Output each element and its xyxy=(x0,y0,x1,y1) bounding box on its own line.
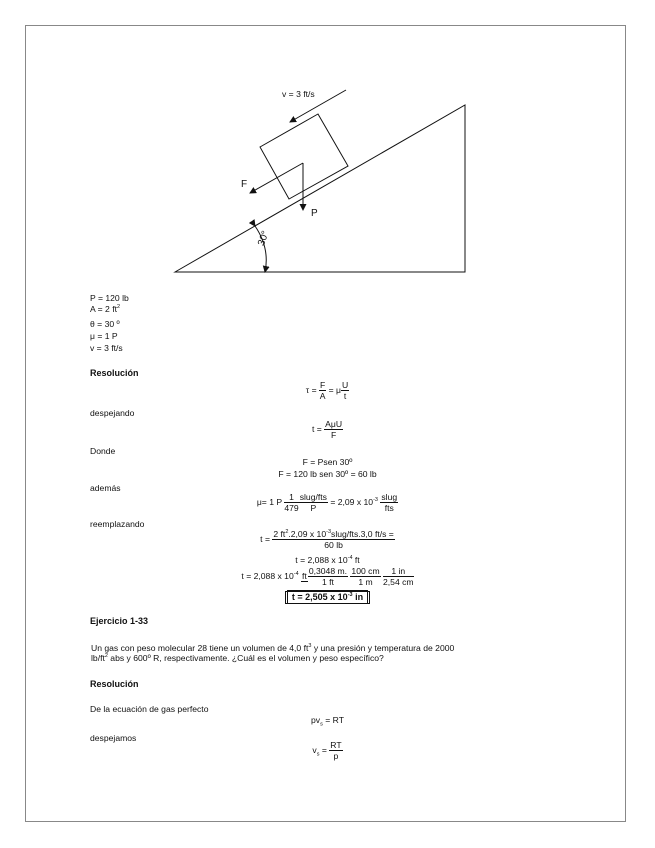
eq8-frac-2 xyxy=(308,566,348,587)
eq5-rhs: = 2,09 x 10 xyxy=(330,496,374,507)
vs-frac xyxy=(329,740,342,761)
eq5-den: 479 xyxy=(284,503,299,513)
final-result-box xyxy=(285,591,370,604)
eq8-lhs: t = 2,088 x 10 xyxy=(241,570,294,581)
eq1-lhs: τ = xyxy=(305,384,317,395)
eq5-lhs: μ= 1 P xyxy=(256,496,282,507)
eq6-num-exp: 2 xyxy=(285,529,289,535)
eq8-f2d: 1 ft xyxy=(321,577,334,587)
eq1-den: A xyxy=(319,391,326,401)
statement-a-exp: 3 xyxy=(308,643,312,649)
eq-thickness xyxy=(0,419,655,440)
eq5-unit-den: P xyxy=(310,503,317,513)
given-a-exp: 2 xyxy=(117,304,121,310)
exercise-title: Ejercicio 1-33 xyxy=(90,616,149,626)
eq-substitution xyxy=(0,529,655,550)
force-label: F xyxy=(241,179,248,190)
force-arrow xyxy=(250,163,303,193)
inclined-plane-diagram xyxy=(0,0,655,300)
eq6-num-a: 2 ft xyxy=(273,529,286,539)
eq-viscosity xyxy=(0,492,655,513)
eq5-num: 1 xyxy=(284,492,298,503)
eq5-frac-num: slug xyxy=(381,492,398,502)
weight-label: P xyxy=(311,208,318,219)
final-result xyxy=(0,591,655,604)
despejando-label: despejando xyxy=(90,408,135,418)
section2-intro: De la ecuación de gas perfecto xyxy=(90,704,209,714)
result-exp: -3 xyxy=(347,592,353,598)
eq2-num: AμU xyxy=(325,419,343,429)
eq7-unit: ft xyxy=(354,555,360,565)
vs-num: RT xyxy=(330,740,342,750)
result-unit: in xyxy=(355,592,364,602)
statement-a: Un gas con peso molecular 28 tiene un volumen de 4,0 ft xyxy=(91,643,309,653)
eq8-f4n: 1 in xyxy=(383,566,414,577)
eq6-frac xyxy=(272,529,394,550)
despejamos-label: despejamos xyxy=(90,733,137,743)
donde-label: Donde xyxy=(90,446,116,456)
eq1-num: F xyxy=(319,380,326,390)
eq1-num2: U xyxy=(341,380,349,390)
angle-label: 30° xyxy=(256,229,272,248)
velocity-label: v = 3 ft/s xyxy=(282,89,315,99)
eq6-den: 60 lb xyxy=(324,540,343,550)
eq8-f1n: ft xyxy=(302,571,307,581)
ademas-label: además xyxy=(90,483,121,493)
eq8-f2n: 0,3048 m. xyxy=(308,566,348,576)
eq2-lhs: t = xyxy=(311,423,322,434)
eq2-frac xyxy=(324,419,343,440)
eq-shear-stress xyxy=(0,380,655,401)
given-theta: θ = 30 º xyxy=(90,319,120,329)
eq1-den2: t xyxy=(343,391,347,401)
eq8-exp: -4 xyxy=(293,570,299,577)
eq8-frac-3 xyxy=(350,566,380,587)
gas-eq-sub: s xyxy=(320,721,323,728)
final-result-inner xyxy=(287,590,368,604)
eq5-unit-num: slug/fts xyxy=(299,492,327,502)
exercise-statement xyxy=(91,643,581,663)
eq1-mid: = μ xyxy=(328,384,341,395)
eq6-num-exp2: -3 xyxy=(326,529,332,535)
section2-heading: Resolución xyxy=(90,679,139,689)
statement-c: lb/ft xyxy=(91,653,105,663)
eq8-f3n: 100 cm xyxy=(351,566,380,576)
eq-specific-volume xyxy=(0,740,655,761)
statement-b: y una presión y temperatura de 2000 xyxy=(311,643,455,653)
gas-eq-lhs: pv xyxy=(311,715,321,725)
given-a-text: A = 2 ft xyxy=(90,304,117,314)
eq6-num-c: slug/fts.3,0 ft/s = xyxy=(331,529,394,539)
eq6-num-b: .2,09 x 10 xyxy=(288,529,327,539)
eq8-frac-4 xyxy=(383,566,414,587)
eq5-frac-unit xyxy=(299,492,328,513)
eq5-exp: -3 xyxy=(373,496,378,503)
eq7-text: t = 2,088 x 10 xyxy=(295,555,348,565)
eq1-frac-2 xyxy=(341,380,349,401)
given-mu: μ = 1 P xyxy=(90,331,118,341)
eq-force-def: F = Psen 30º xyxy=(302,457,353,467)
eq-t-feet xyxy=(0,556,655,565)
eq8-frac-1 xyxy=(301,571,308,582)
result-text: t = 2,505 x 10 xyxy=(291,592,348,602)
vs-lhs: v xyxy=(312,744,317,755)
sliding-block xyxy=(260,114,348,199)
vs-eq: = xyxy=(319,744,327,755)
eq-unit-conversion xyxy=(0,566,655,587)
given-a xyxy=(90,305,120,314)
eq-force-value: F = 120 lb sen 30º = 60 lb xyxy=(278,469,377,479)
vs-den: p xyxy=(333,751,339,761)
eq7-exp: -4 xyxy=(347,555,353,561)
statement-d: abs y 600º R, respectivamente. ¿Cuál es el volumen y peso específico? xyxy=(107,653,384,663)
eq5-frac-2 xyxy=(380,492,398,513)
eq5-frac-den: fts xyxy=(384,503,394,513)
given-p: P = 120 lb xyxy=(90,293,129,303)
reemplazando-label: reemplazando xyxy=(90,519,145,529)
eq5-frac-1 xyxy=(284,492,298,513)
eq6-lhs: t = xyxy=(260,533,270,544)
eq6-num xyxy=(272,529,394,540)
eq8-f4d: 2,54 cm xyxy=(383,577,414,587)
vs-sub: s xyxy=(316,751,320,758)
section1-heading: Resolución xyxy=(90,368,139,378)
eq1-frac-1 xyxy=(319,380,326,401)
given-v: v = 3 ft/s xyxy=(90,343,123,353)
eq2-den: F xyxy=(330,430,337,440)
statement-c-exp: 2 xyxy=(104,653,108,659)
gas-eq-rhs: = RT xyxy=(322,715,344,725)
eq-ideal-gas xyxy=(0,716,655,728)
incline-triangle xyxy=(175,105,465,272)
eq8-f3d: 1 m xyxy=(358,577,373,587)
